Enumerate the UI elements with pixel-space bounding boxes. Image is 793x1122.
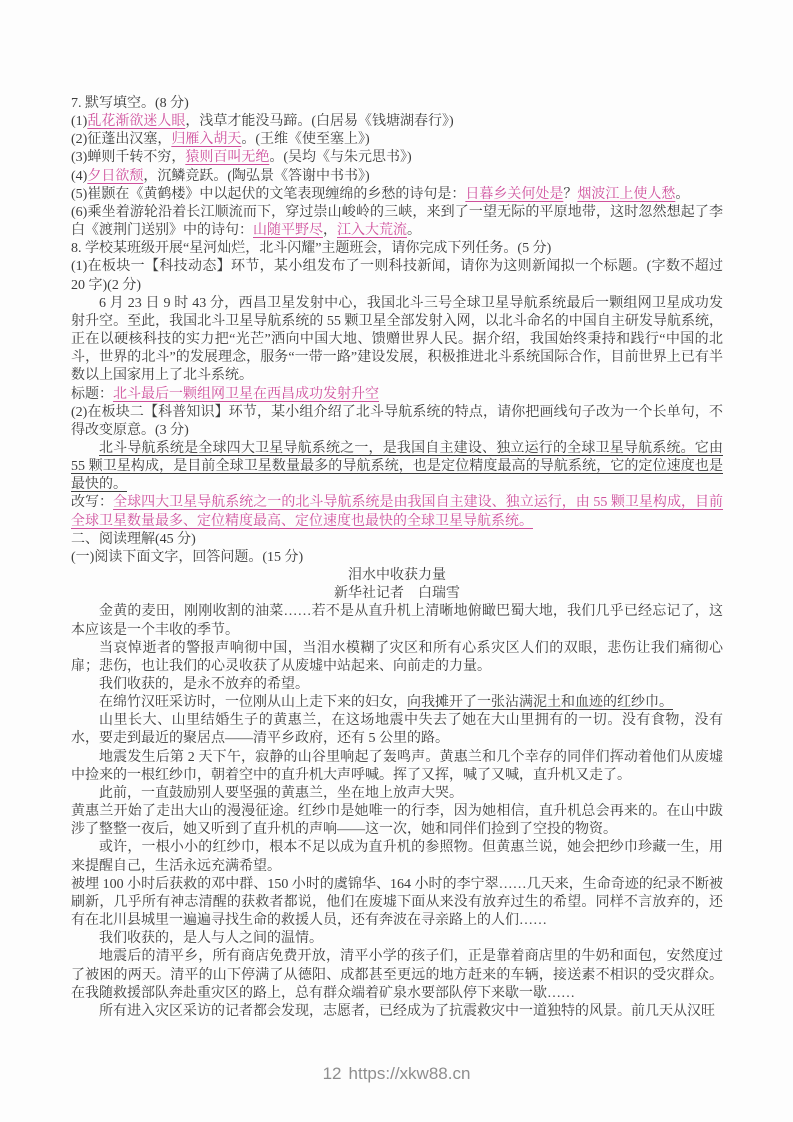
essay-p12 — [71, 948, 723, 1002]
essay-p1 — [71, 603, 723, 639]
answer-text: 山随平野尽 — [253, 223, 323, 239]
text-run: (一)阅读下面文字，回答问题。(15 分) — [71, 549, 304, 565]
section2-header — [71, 531, 723, 549]
essay-p11 — [71, 930, 723, 948]
text-run: 金黄的麦田，刚刚收割的油菜……若不是从直升机上清晰地俯瞰巴蜀大地，我们几乎已经忘记了，这本应该是一个丰收的季节。 — [71, 604, 723, 638]
answer-text: 烟波江上使人愁 — [577, 186, 676, 202]
underlined-text: 北斗导航系统是全球四大卫星导航系统之一，是我国自主建设、独立运行的全球卫星导航系统。它由 55 颗卫星构成，是目前全球卫星数量最多的导航系统，也是定位精度最高的导航系统，它的定位速度也是最快的。 — [71, 440, 723, 493]
page-number: 12 — [322, 1064, 342, 1083]
essay-p10 — [71, 876, 723, 930]
text-run: 标题： — [71, 386, 113, 402]
answer-text: 日暮乡关何处是 — [465, 186, 564, 202]
essay-byline — [71, 585, 723, 603]
essay-p13 — [71, 1003, 723, 1021]
text-run: (4) — [71, 168, 88, 184]
essay-title — [71, 567, 723, 585]
q8-title-answer — [71, 386, 723, 404]
essay-p2 — [71, 640, 723, 676]
essay-p9 — [71, 839, 723, 875]
answer-text: 夕日欲颓 — [87, 168, 144, 184]
q7-item-3 — [71, 149, 723, 167]
q7-item-4 — [71, 168, 723, 186]
text-run: 我们收获的，是永不放弃的希望。 — [99, 677, 309, 692]
text-run: 所有进入灾区采访的记者都会发现，志愿者，已经成为了抗震救灾中一道独特的风景。前几天从汉旺 — [99, 1003, 715, 1019]
text-run: ，浅草才能没马蹄。(白居易《钱塘湖春行》) — [185, 114, 454, 130]
exam-document-body — [71, 95, 723, 1021]
text-run: 8. 学校某班级开展“星河灿烂，北斗闪耀”主题班会，请你完成下列任务。(5 分) — [71, 241, 552, 257]
text-run: 。(吴均《与朱元思书》) — [269, 150, 412, 166]
text-run: 7. 默写填空。(8 分) — [71, 96, 189, 111]
q8-part2-prompt — [71, 404, 723, 440]
text-run: 当哀悼逝者的警报声响彻中国，当泪水模糊了灾区和所有心系灾区人们的双眼，悲伤让我们痛彻心扉；悲伤，也让我们的心灵收获了从废墟中站起来、向前走的力量。 — [71, 640, 723, 674]
answer-text: 全球四大卫星导航系统之一的北斗导航系统是由我国自主建设、独立运行，由 55 颗卫星构成，目前全球卫星数量最多、定位精度最高、定位速度也最快的全球卫星导航系统。 — [71, 495, 724, 529]
text-run: 改写： — [71, 495, 114, 511]
text-run: 新华社记者 白瑞雪 — [334, 586, 460, 602]
q8-rewrite-answer — [71, 494, 723, 530]
q8-beidou-passage — [71, 440, 723, 494]
text-run: 山里长大、山里结婚生子的黄惠兰，在这场地震中失去了她在大山里拥有的一切。没有食物，没有水，要走到最近的聚居点——清平乡政府，还有 5 公里的路。 — [71, 713, 723, 747]
text-run: ？ — [563, 186, 578, 202]
essay-p3 — [71, 676, 723, 694]
text-run: 此前，一直鼓励别人要坚强的黄惠兰，坐在地上放声大哭。 — [99, 785, 463, 801]
text-run: 二、阅读理解(45 分) — [71, 531, 196, 547]
text-run: ， — [323, 223, 337, 239]
essay-p5 — [71, 712, 723, 748]
text-run: 在绵竹汉旺采访时，一位刚从山上走下来的妇女， — [99, 695, 407, 711]
text-run: 被埋 100 小时后获救的邓中群、150 小时的虞锦华、164 小时的李宁翠……几天来，生命奇迹的纪录不断被刷新，几乎所有神志清醒的获救者都说，他们在废墟下面从来没有放弃过生的希望。同样不言放弃的，还有在北川县城里一遍遍寻找生命的救援人员，还有奔波在寻亲路上的人们…… — [71, 876, 723, 929]
q8-header — [71, 240, 723, 258]
text-run: (5)崔颢在《黄鹤楼》中以起伏的文笔表现缠绵的乡愁的诗句是： — [71, 186, 466, 202]
text-run: 。(王维《使至塞上》) — [241, 132, 370, 148]
q7-item-5 — [71, 186, 723, 204]
footer-url: https://xkw88.cn — [348, 1064, 471, 1083]
page-footer — [0, 1064, 793, 1084]
text-run: 6 月 23 日 9 时 43 分，西昌卫星发射中心，我国北斗三号全球卫星导航系统最后一颗组网卫星成功发射升空。至此，我国北斗卫星导航系统的 55 颗卫星全部发射入网，以北斗命名的中国自主研发导航系统，正在以硬核科技的实力把“光芒”洒向中国大地、馈赠世界人民。据介绍，我国始终秉持和践行“中国的北斗，世界的北斗”的发展理念，服务“一带一路”建设发展，积极推进北斗系统国际合作，目前世界上已有半数以上国家用上了北斗系统。 — [71, 295, 723, 384]
text-run: 我们收获的，是人与人之间的温情。 — [99, 931, 323, 947]
answer-text: 猿则百叫无绝 — [185, 150, 270, 166]
q7-item-6 — [71, 204, 723, 240]
q7-item-1 — [71, 113, 723, 131]
text-run: (1)在板块一【科技动态】环节，某小组发布了一则科技新闻，请你为这则新闻拟一个标题。(字数不超过 20 字)(2 分) — [71, 259, 723, 293]
q7-item-2 — [71, 131, 723, 149]
answer-text: 归雁入胡天 — [171, 132, 242, 148]
text-run: 泪水中收获力量 — [348, 568, 446, 584]
q7-header — [71, 95, 723, 113]
essay-p4 — [71, 694, 723, 712]
underlined-text: 向我摊开了一张沾满泥土和血迹的红纱巾。 — [407, 695, 673, 711]
text-run: 地震发生后第 2 天下午，寂静的山谷里响起了轰鸣声。黄惠兰和几个幸存的同伴们挥动着他们从废墟中捡来的一根红纱巾，朝着空中的直升机大声呼喊。挥了又挥，喊了又喊，直升机又走了。 — [71, 749, 723, 783]
text-run: 黄惠兰开始了走出大山的漫漫征途。红纱巾是她唯一的行李，因为她相信，直升机总会再来的。在山中跋涉了整整一夜后，她又听到了直升机的声响——这一次，她和同伴们捡到了空投的物资。 — [71, 804, 723, 838]
text-run: (2)征蓬出汉塞， — [71, 132, 172, 148]
q8-news-passage — [71, 295, 723, 386]
answer-text: 乱花渐欲迷人眼 — [87, 114, 186, 130]
essay-p6 — [71, 749, 723, 785]
text-run: (3)蝉则千转不穷， — [71, 150, 186, 166]
text-run: (6)乘坐着游轮沿着长江顺流而下，穿过崇山峻岭的三峡，来到了一望无际的平原地带，这时忽然想起了李白《渡荆门送别》中的诗句： — [71, 204, 723, 239]
text-run: 地震后的清平乡，所有商店免费开放，清平小学的孩子们，正是靠着商店里的牛奶和面包，安然度过了被困的两天。清平的山下停满了从德阳、成都甚至更远的地方赶来的车辆，接送素不相识的受灾群众。在我随救援部队奔赴重灾区的路上，总有群众端着矿泉水要部队停下来歇一歇…… — [71, 949, 723, 1001]
text-run: (2)在板块二【科普知识】环节，某小组介绍了北斗导航系统的特点，请你把画线句子改为一个长单句，不得改变原意。(3 分) — [71, 404, 723, 438]
answer-text: 北斗最后一颗组网卫星在西昌成功发射升空 — [113, 386, 379, 402]
text-run: 或许，一根小小的红纱巾，根本不足以成为直升机的参照物。但黄惠兰说，她会把纱巾珍藏一生，用来提醒自己，生活永远充满希望。 — [71, 840, 723, 874]
text-run: 。 — [675, 186, 690, 202]
text-run: ，沉鳞竞跃。(陶弘景《答谢中书书》) — [143, 168, 370, 184]
q8-part1-prompt — [71, 258, 723, 294]
essay-p7 — [71, 785, 723, 803]
reading1-header — [71, 549, 723, 567]
essay-p8 — [71, 803, 723, 839]
text-run: (1) — [71, 114, 88, 130]
text-run: 。 — [407, 223, 421, 239]
answer-text: 江入大荒流 — [337, 223, 407, 239]
